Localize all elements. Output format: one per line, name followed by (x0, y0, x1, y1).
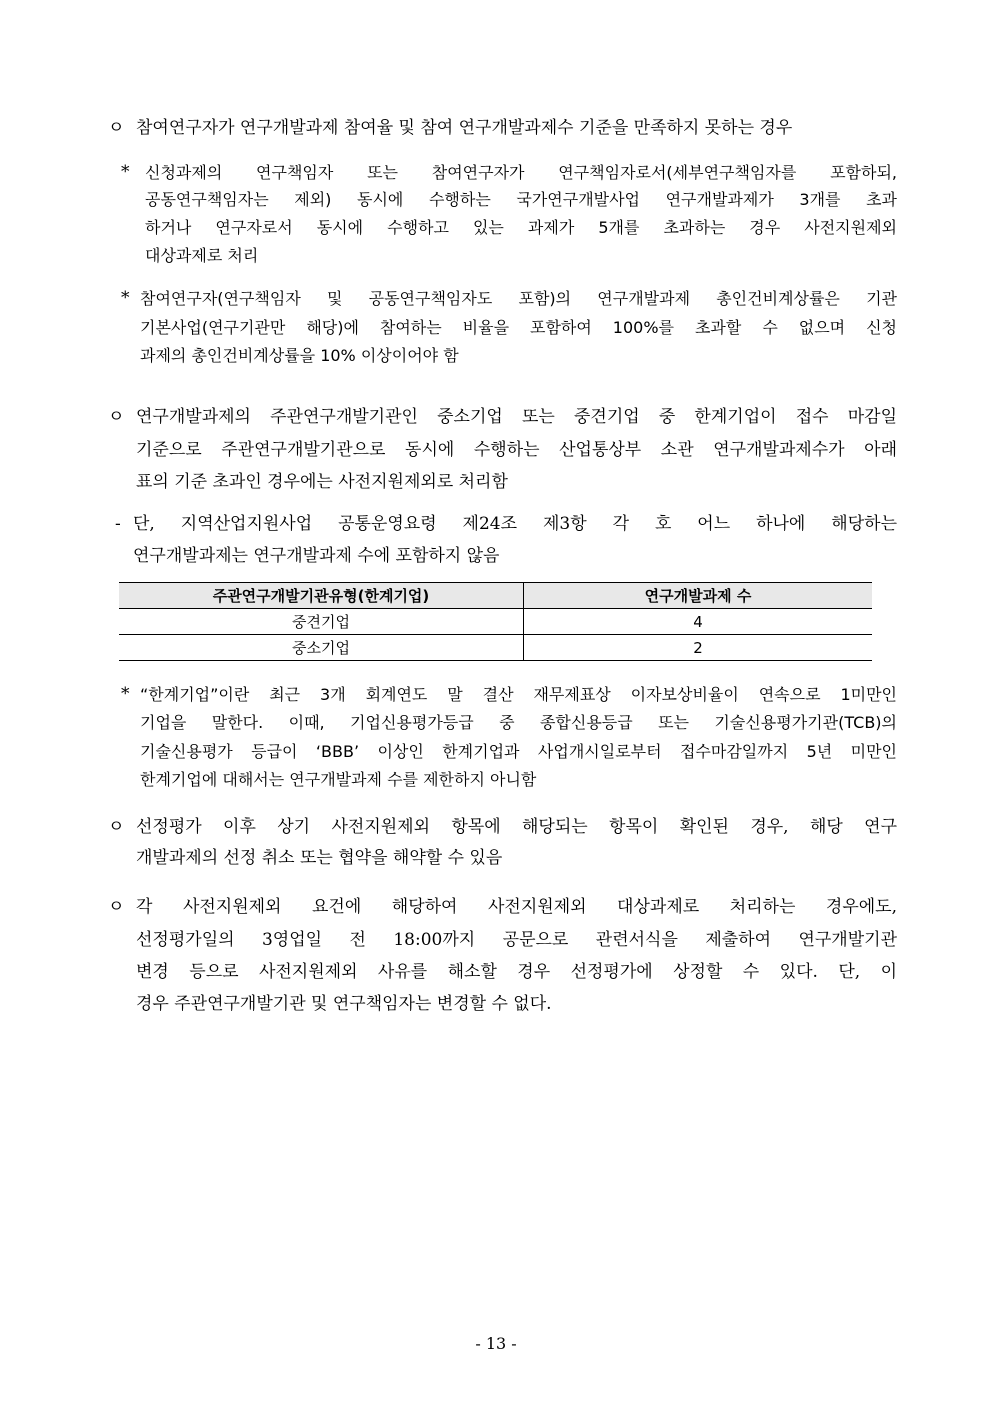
paragraph-line: 개발과제의 선정 취소 또는 협약을 해약할 수 있음 (136, 848, 503, 868)
paragraph-line: 기준으로 주관연구개발기관으로 동시에 수행하는 산업통상부 소관 연구개발과제수가 아래 (136, 440, 897, 460)
paragraph-line: 기술신용평가 등급이 ‘BBB’ 이상인 한계기업과 사업개시일로부터 접수마감일까지 5년 미만인 (140, 742, 897, 761)
bullet-marker: ㅇ (108, 407, 125, 427)
note-marker: * (121, 684, 130, 704)
table-cell: 4 (524, 609, 873, 635)
table-header-cell: 연구개발과제 수 (524, 583, 873, 609)
paragraph-line: 한계기업에 대해서는 연구개발과제 수를 제한하지 아니함 (140, 770, 537, 789)
paragraph-line: 참여연구자(연구책임자 및 공동연구책임자도 포함)의 연구개발과제 총인건비계상률은 기관 (140, 289, 897, 308)
paragraph-line: 하거나 연구자로서 동시에 수행하고 있는 과제가 5개를 초과하는 경우 사전지원제외 (145, 218, 897, 237)
paragraph-line: 신청과제의 연구책임자 또는 참여연구자가 연구책임자로서(세부연구책임자를 포함하되, (145, 163, 897, 182)
dash-marker: - (115, 514, 121, 534)
paragraph-line: 기업을 말한다. 이때, 기업신용평가등급 중 종합신용등급 또는 기술신용평가기관(TCB)의 (140, 713, 897, 732)
bullet-marker: ㅇ (108, 897, 125, 917)
paragraph-line: 연구개발과제는 연구개발과제 수에 포함하지 않음 (133, 546, 500, 566)
paragraph-line: 기본사업(연구기관만 해당)에 참여하는 비율을 포함하여 100%를 초과할 수 없으며 신청 (140, 318, 897, 337)
paragraph-line: 변경 등으로 사전지원제외 사유를 해소할 경우 선정평가에 상정할 수 있다. 단, 이 (136, 962, 897, 982)
table-cell: 중견기업 (119, 609, 524, 635)
paragraph-line: 표의 기준 초과인 경우에는 사전지원제외로 처리함 (136, 472, 508, 492)
paragraph-line: 참여연구자가 연구개발과제 참여율 및 참여 연구개발과제수 기준을 만족하지 못하는 경우 (136, 118, 793, 138)
paragraph-line: 선정평가 이후 상기 사전지원제외 항목에 해당되는 항목이 확인된 경우, 해당 연구 (136, 817, 897, 837)
table-header-cell: 주관연구개발기관유형(한계기업) (119, 583, 524, 609)
criteria-table (119, 582, 872, 661)
paragraph-line: 단, 지역산업지원사업 공통운영요령 제24조 제3항 각 호 어느 하나에 해당하는 (133, 514, 897, 534)
paragraph-line: 과제의 총인건비계상률을 10% 이상이어야 함 (140, 346, 459, 365)
bullet-marker: ㅇ (108, 118, 125, 138)
paragraph-line: 대상과제로 처리 (145, 246, 259, 265)
page-number: - 13 - (475, 1334, 517, 1353)
table-cell: 중소기업 (119, 635, 524, 661)
paragraph-line: 연구개발과제의 주관연구개발기관인 중소기업 또는 중견기업 중 한계기업이 접수 마감일 (136, 407, 897, 427)
paragraph-line: 각 사전지원제외 요건에 해당하여 사전지원제외 대상과제로 처리하는 경우에도, (136, 897, 897, 917)
bullet-marker: ㅇ (108, 817, 125, 837)
paragraph-line: 선정평가일의 3영업일 전 18:00까지 공문으로 관련서식을 제출하여 연구개발기관 (136, 930, 897, 950)
table-row (119, 635, 872, 661)
paragraph-line: 경우 주관연구개발기관 및 연구책임자는 변경할 수 없다. (136, 994, 552, 1014)
note-marker: * (121, 288, 130, 308)
paragraph-line: “한계기업”이란 최근 3개 회계연도 말 결산 재무제표상 이자보상비율이 연속으로 1미만인 (140, 685, 897, 704)
table-row (119, 609, 872, 635)
paragraph-line: 공동연구책임자는 제외) 동시에 수행하는 국가연구개발사업 연구개발과제가 3개를 초과 (145, 190, 897, 209)
note-marker: * (121, 162, 130, 182)
table-header-row (119, 583, 872, 609)
table-cell: 2 (524, 635, 873, 661)
